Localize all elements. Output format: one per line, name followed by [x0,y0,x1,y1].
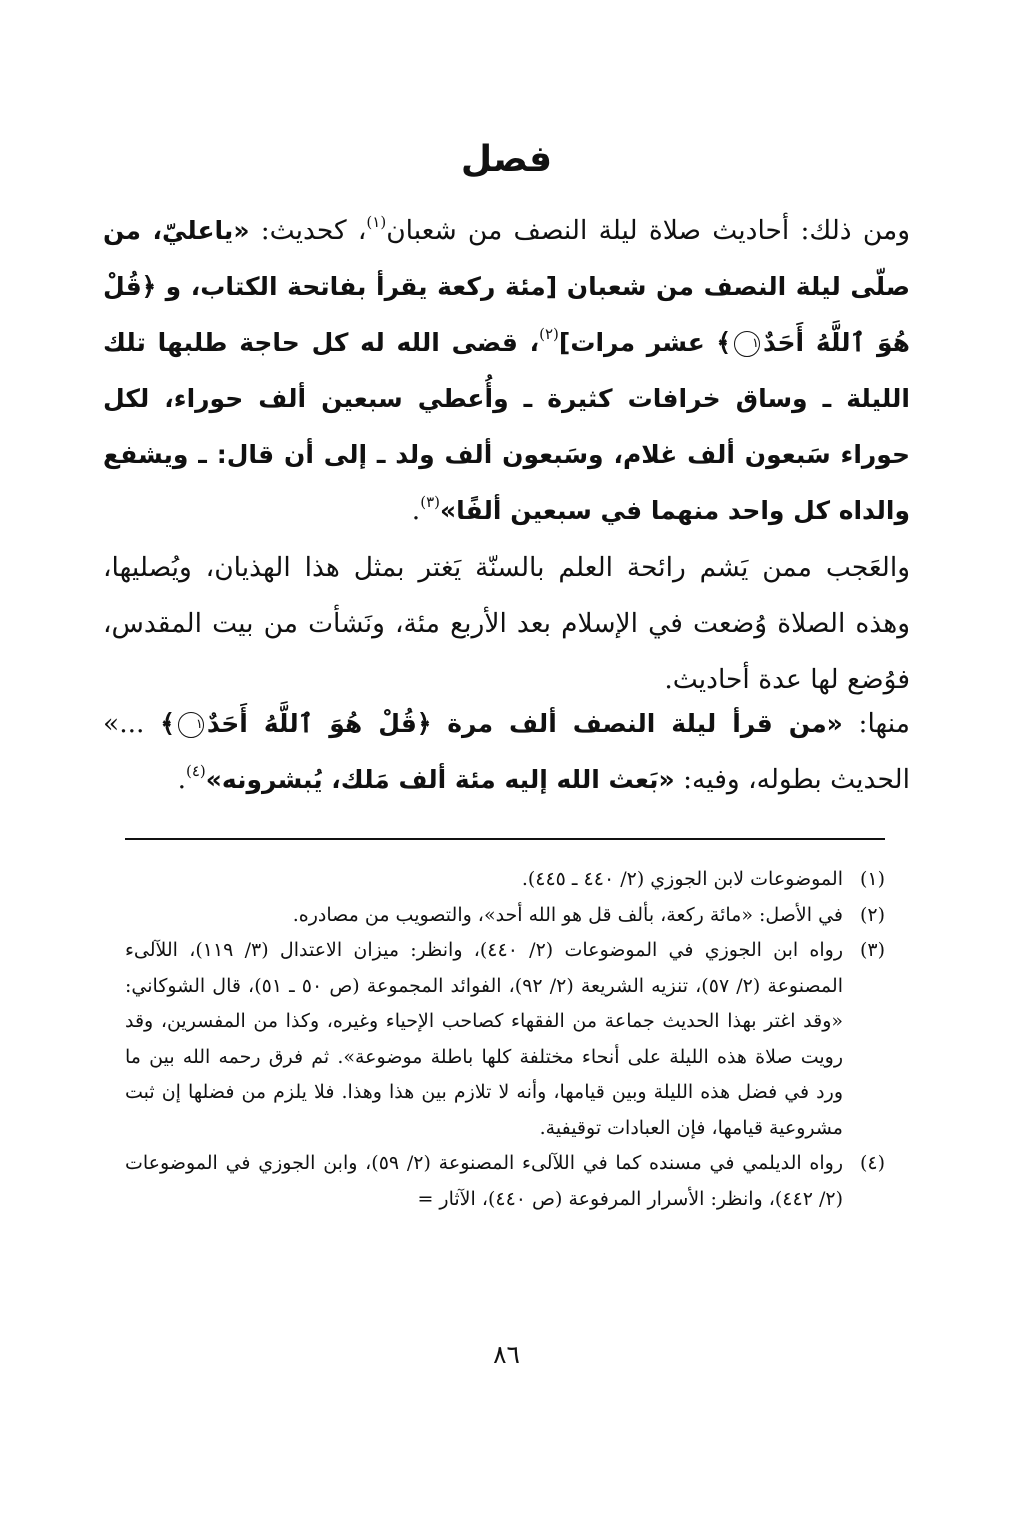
quran-verse-text: ﴿قُلْ هُوَ ٱللَّهُ أَحَدٌ [103,272,910,357]
footnote-number: (٣) [859,939,885,961]
quran-verse-2 [160,709,431,738]
p3-lead: منها: [858,708,910,739]
p3-ellipsis: ...» [103,708,145,739]
footnote-text: الموضوعات لابن الجوزي (٢/ ٤٤٠ ـ ٤٤٥). [521,868,843,890]
quran-verse-2-close: ﴾ [160,709,175,738]
hadith-quote-part-b: عشر مرات] [558,328,705,357]
footnote-ref-2[interactable]: (٢) [539,325,559,343]
footnote-ref-4[interactable]: (٤) [186,762,206,780]
p3-quote-a: «من قرأ ليلة النصف ألف مرة [447,709,843,738]
footnote-2 [125,898,885,934]
footnote-text: رواه الديلمي في مسنده كما في اللآلىء المصنوعة (٢/ ٥٩)، وابن الجوزي في الموضوعات (٢/ ٤٤٢)، وانظر: الأسرار المرفوعة (ص ٤٤٠)، الآثار = [125,1152,843,1210]
p1-after-ref: ، كحديث: [260,215,367,246]
hadith-quote-part-c: ، قضى الله له كل حاجة طلبها تلك الليلة ـ وساق خرافات كثيرة ـ وأُعطي سبعين ألف حوراء، لكل حوراء سَبعون ألف غلام، وسَبعون ألف ولد ـ إلى أن قال: ـ ويشفع والداه كل واحد منهما في سبعين ألفًا» [103,328,910,525]
verse-number-mark-2: ١ [178,712,204,738]
p3-quote-b: «بَعث الله إليه مئة ألف مَلك، يُبشرونه» [205,765,675,794]
verse-number-mark: ١ [734,331,760,357]
quran-verse-2-text: ﴿قُلْ هُوَ ٱللَّهُ أَحَدٌ [206,709,432,738]
section-heading: فصل [460,139,553,180]
paragraph-1 [103,203,910,539]
footnote-4 [125,1146,885,1217]
p1-end: . [411,495,421,526]
paragraph-2: والعَجب ممن يَشم رائحة العلم بالسنّة يَغتر بمثل هذا الهذيان، ويُصليها، وهذه الصلاة وُضعت في الإسلام بعد الأربع مئة، ونَشأت من بيت المقدس، فوُضع لها عدة أحاديث. [103,552,910,695]
hadith-quote-part-a: «ياعليّ، من صلّى ليلة النصف من شعبان [مئة ركعة يقرأ بفاتحة الكتاب، و [103,216,910,301]
footnote-text: رواه ابن الجوزي في الموضوعات (٢/ ٤٤٠)، وانظر: ميزان الاعتدال (٣/ ١١٩)، اللآلىء المصنوعة (٢/ ٥٧)، تنزيه الشريعة (٢/ ٩٢)، الفوائد المجموعة (ص ٥٠ ـ ٥١)، قال الشوكاني: «وقد اغتر بهذا الحديث جماعة من الفقهاء كصاحب الإحياء وغيره، وكذا من المفسرين، وقد رويت صلاة هذه الليلة على أنحاء مختلفة كلها باطلة موضوعة». ثم فرق رحمه الله بين ما ورد في فضل هذه الليلة وبين قيامها، وأنه لا تلازم بين هذا وهذا. فلا يلزم من فضلها إن ثبت مشروعية قيامها، فإن العبادات توقيفية. [125,939,843,1139]
p3-end: . [177,764,186,795]
footnote-ref-3[interactable]: (٣) [420,493,440,511]
p3-mid: الحديث بطوله، وفيه: [683,764,910,795]
footnote-1 [125,862,885,898]
footnotes [125,862,885,1217]
quran-verse-close: ﴾ [716,328,732,357]
footnote-text: في الأصل: «مائة ركعة، بألف قل هو الله أحد»، والتصويب من مصادره. [292,903,843,926]
footnote-divider [125,838,885,840]
paragraph-3 [103,696,910,808]
footnote-ref-1[interactable]: (١) [366,213,387,231]
page-number: ٨٦ [493,1340,520,1369]
footnote-3 [125,933,885,1146]
footnote-number: (٤) [859,1152,885,1174]
footnote-number: (١) [859,868,885,890]
footnote-number: (٢) [859,903,885,926]
p1-intro: ومن ذلك: أحاديث صلاة ليلة النصف من شعبان [386,215,910,246]
